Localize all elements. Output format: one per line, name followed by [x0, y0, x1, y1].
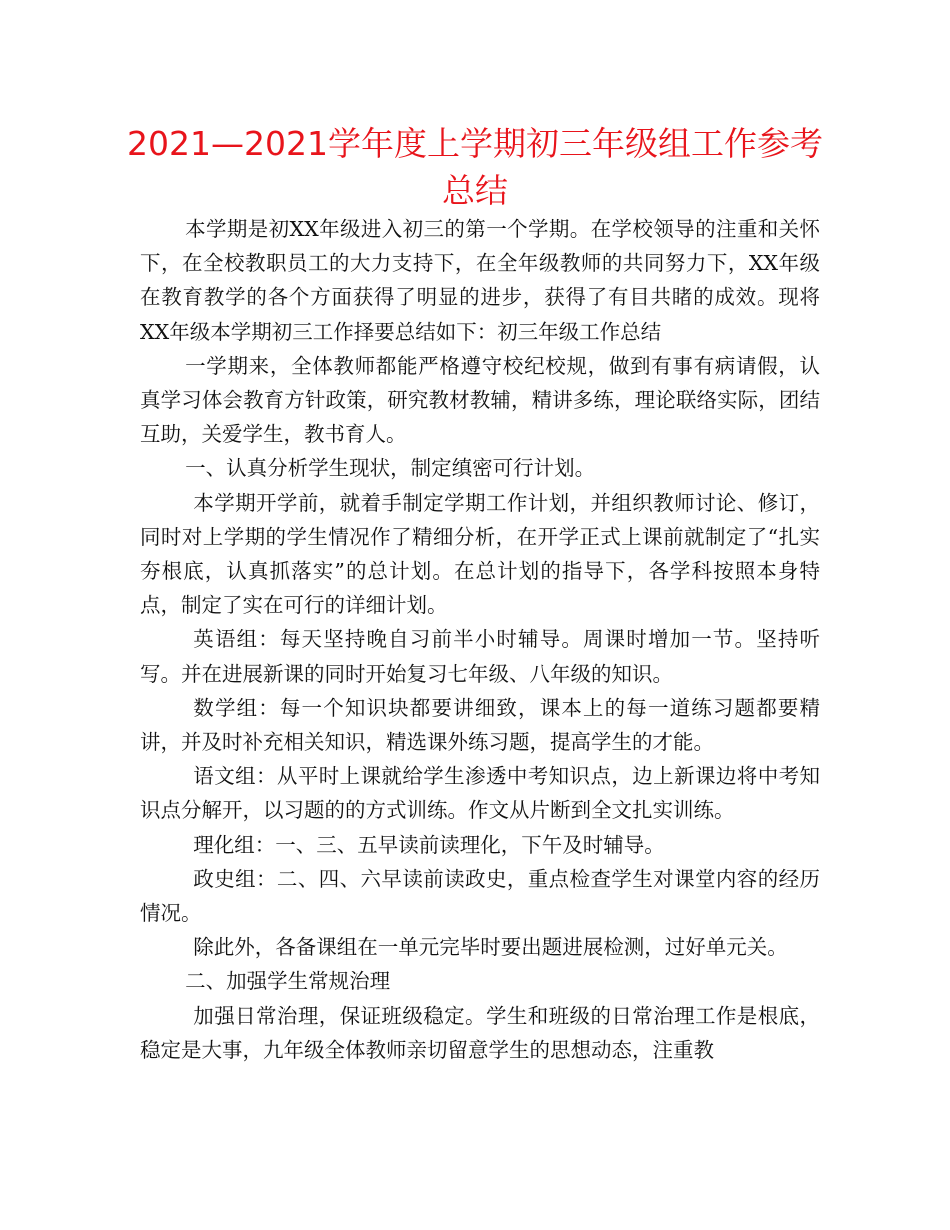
paragraph: 本学期是初XX年级进入初三的第一个学期。在学校领导的注重和关怀下，在全校教职员工的大力支持下，在全年级教师的共同努力下，XX年级在教育教学的各个方面获得了明显的进步，获得了有目共睹的成效。现将XX年级本学期初三工作择要总结如下：初三年级工作总结	[140, 217, 820, 344]
paragraph: 除此外，各备课组在一单元完毕时要出题进展检测，过好单元关。	[193, 935, 788, 960]
document-title: 2021—2021学年度上学期初三年级组工作参考总结	[127, 124, 823, 210]
paragraph: 理化组：一、三、五早读前读理化，下午及时辅导。	[193, 832, 665, 857]
paragraph: 语文组：从平时上课就给学生渗透中考知识点，边上新课边将中考知识点分解开，以习题的的方式训练。作文从片断到全文扎实训练。	[140, 764, 820, 823]
paragraph: 数学组：每一个知识块都要讲细致，课本上的每一道练习题都要精讲，并及时补充相关知识，精选课外练习题，提高学生的才能。	[140, 695, 820, 755]
paragraph: 加强日常治理，保证班级稳定。学生和班级的日常治理工作是根底，稳定是大事，九年级全体教师亲切留意学生的思想动态，注重教	[140, 1003, 820, 1062]
paragraph: 本学期开学前，就着手制定学期工作计划，并组织教师讨论、修订，同时对上学期的学生情况作了精细分析，在开学正式上课前就制定了“扎实夯根底，认真抓落实”的总计划。在总计划的指导下，各学科按照本身特点，制定了实在可行的详细计划。	[140, 490, 820, 618]
paragraph: 政史组：二、四、六早读前读政史，重点检查学生对课堂内容的经历情况。	[140, 866, 820, 926]
document-body	[140, 212, 820, 1067]
section-heading: 一、认真分析学生现状，制定缜密可行计划。	[185, 456, 596, 481]
section-heading: 二、加强学生常规治理	[185, 969, 391, 994]
paragraph: 一学期来，全体教师都能严格遵守校纪校规，做到有事有病请假，认真学习体会教育方针政策，研究教材教辅，精讲多练，理论联络实际，团结互助，关爱学生，教书育人。	[140, 353, 820, 447]
paragraph: 英语组：每天坚持晚自习前半小时辅导。周课时增加一节。坚持听写。并在进展新课的同时开始复习七年级、八年级的知识。	[140, 627, 820, 686]
